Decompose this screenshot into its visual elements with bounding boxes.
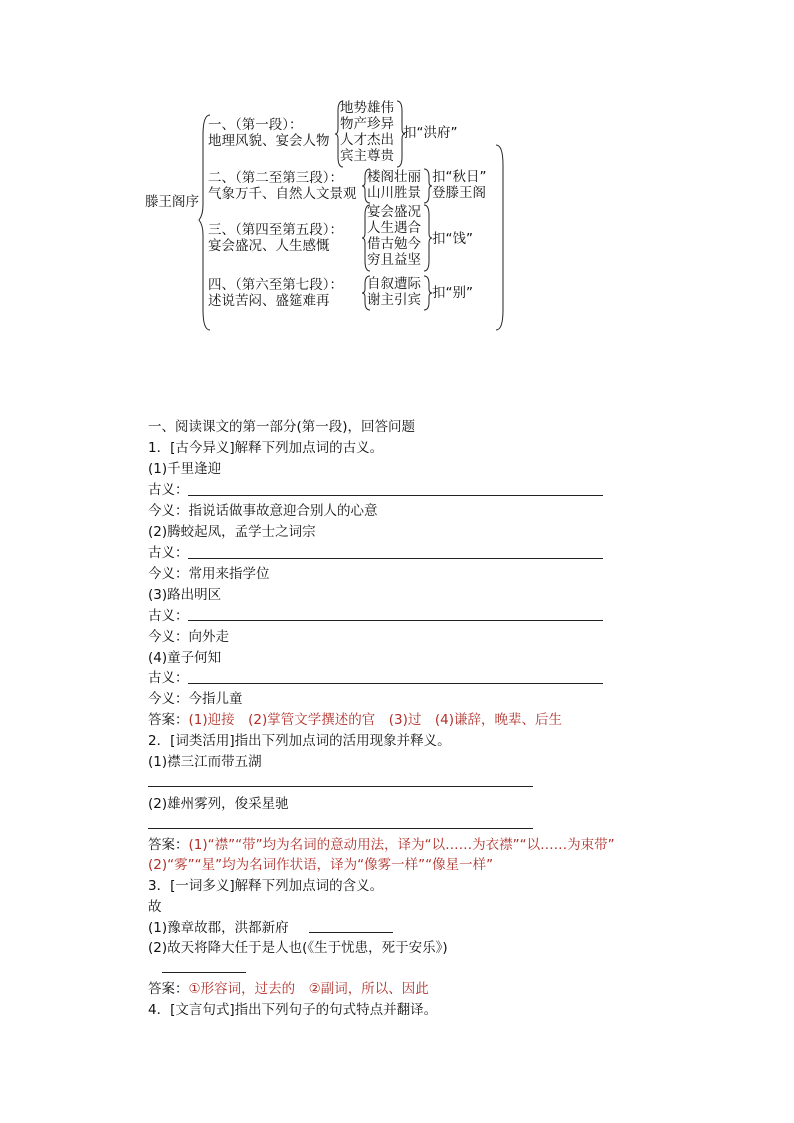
answer-blank[interactable] — [309, 932, 393, 933]
section-item: 宴会盛况 — [367, 204, 421, 220]
answer-blank[interactable] — [148, 828, 533, 829]
q2-answer-2: (2)“雾”“星”均为名词作状语，译为“像雾一样”“像星一样” — [148, 857, 494, 873]
q1-item-phrase: (1)千里逢迎 — [148, 461, 222, 477]
section-title: 四、（第六至第七段）： — [208, 277, 343, 293]
exercise-heading: 一、阅读课文的第一部分(第一段)，回答问题 — [148, 419, 416, 435]
q1-item-jin: 今义：指说话做事故意迎合别人的心意 — [148, 503, 378, 519]
section-result: 扣“饯” — [432, 231, 473, 247]
answer-blank[interactable] — [148, 786, 533, 787]
section-item: 楼阁壮丽 — [367, 169, 421, 185]
section-result: 扣“洪府” — [403, 125, 458, 141]
answer-blank[interactable] — [162, 972, 246, 973]
answer-text: (1)“襟”“带”均为名词的意动用法，译为“以……为衣襟”“以……为束带” — [188, 837, 615, 853]
answer-label: 答案： — [148, 712, 189, 728]
section-result: 扣“秋日” — [432, 169, 487, 185]
q2-answer-1 — [148, 836, 615, 854]
q1-title: 1．[古今异义]解释下列加点词的古义。 — [148, 440, 384, 456]
section-item: 宾主尊贵 — [340, 148, 394, 164]
section-item: 山川胜景 — [367, 185, 421, 201]
answer-label: 答案： — [148, 981, 189, 997]
q3-item: (2)故天将降大任于是人也(《生于忧患，死于安乐》) — [148, 940, 448, 956]
q1-answer — [148, 711, 562, 729]
section-item: 借古勉今 — [367, 236, 421, 252]
answer-blank[interactable] — [188, 683, 603, 684]
q2-title: 2．[词类活用]指出下列加点词的活用现象并释义。 — [148, 733, 451, 749]
q3-item: (1)豫章故郡，洪都新府 — [148, 920, 289, 936]
section-title: 一、（第一段）： — [208, 117, 303, 133]
section-result: 扣“别” — [432, 285, 473, 301]
section-item: 人才杰出 — [340, 132, 394, 148]
section-result-brace — [422, 205, 432, 271]
section-title: 三、（第四至第五段）： — [208, 222, 343, 238]
section-desc: 气象万千、自然人文景观 — [208, 186, 357, 202]
q2-item: (1)襟三江而带五湖 — [148, 754, 262, 770]
answer-label: 答案： — [148, 837, 189, 853]
q1-item-phrase: (4)童子何知 — [148, 650, 222, 666]
q1-item-gu-label: 古义： — [148, 482, 189, 498]
section-item: 谢主引宾 — [367, 292, 421, 308]
answer-blank[interactable] — [188, 558, 603, 559]
outline-root: 滕王阁序 — [145, 194, 199, 210]
section-title: 二、（第二至第三段）： — [208, 170, 343, 186]
q3-title: 3．[一词多义]解释下列加点词的含义。 — [148, 878, 384, 894]
section-item: 地势雄伟 — [340, 100, 394, 116]
q1-item-phrase: (2)腾蛟起凤，孟学士之词宗 — [148, 524, 316, 540]
section-item: 物产珍异 — [340, 116, 394, 132]
q1-item-gu-label: 古义： — [148, 670, 189, 686]
q4-title: 4．[文言句式]指出下列句子的句式特点并翻译。 — [148, 1002, 438, 1018]
section-desc: 宴会盛况、人生感慨 — [208, 238, 330, 254]
q2-item: (2)雄州雾列，俊采星驰 — [148, 796, 289, 812]
section-item: 穷且益坚 — [367, 252, 421, 268]
q3-answer — [148, 980, 429, 998]
section-item: 自叙遭际 — [367, 276, 421, 292]
q1-item-gu-label: 古义： — [148, 545, 189, 561]
q1-item-gu-label: 古义： — [148, 608, 189, 624]
section-desc: 述说苦闷、盛筵难再 — [208, 293, 330, 309]
q1-item-jin: 今义：向外走 — [148, 629, 229, 645]
section-desc: 地理风貌、宴会人物 — [208, 133, 330, 149]
answer-text: (1)迎接 (2)掌管文学撰述的官 (3)过 (4)谦辞，晚辈、后生 — [188, 712, 562, 728]
answer-blank[interactable] — [188, 495, 603, 496]
section-item: 人生遇合 — [367, 220, 421, 236]
answer-text: ①形容词，过去的 ②副词，所以、因此 — [188, 981, 429, 997]
q3-word: 故 — [148, 899, 162, 915]
q1-item-jin: 今义：常用来指学位 — [148, 566, 270, 582]
section-result-brace — [422, 169, 432, 203]
q1-item-phrase: (3)路出明区 — [148, 587, 222, 603]
answer-blank[interactable] — [188, 620, 603, 621]
q1-item-jin: 今义：今指儿童 — [148, 691, 243, 707]
outline-right-brace — [494, 145, 506, 330]
section-result-brace — [422, 276, 432, 310]
section-result-2: 登滕王阁 — [432, 185, 486, 201]
